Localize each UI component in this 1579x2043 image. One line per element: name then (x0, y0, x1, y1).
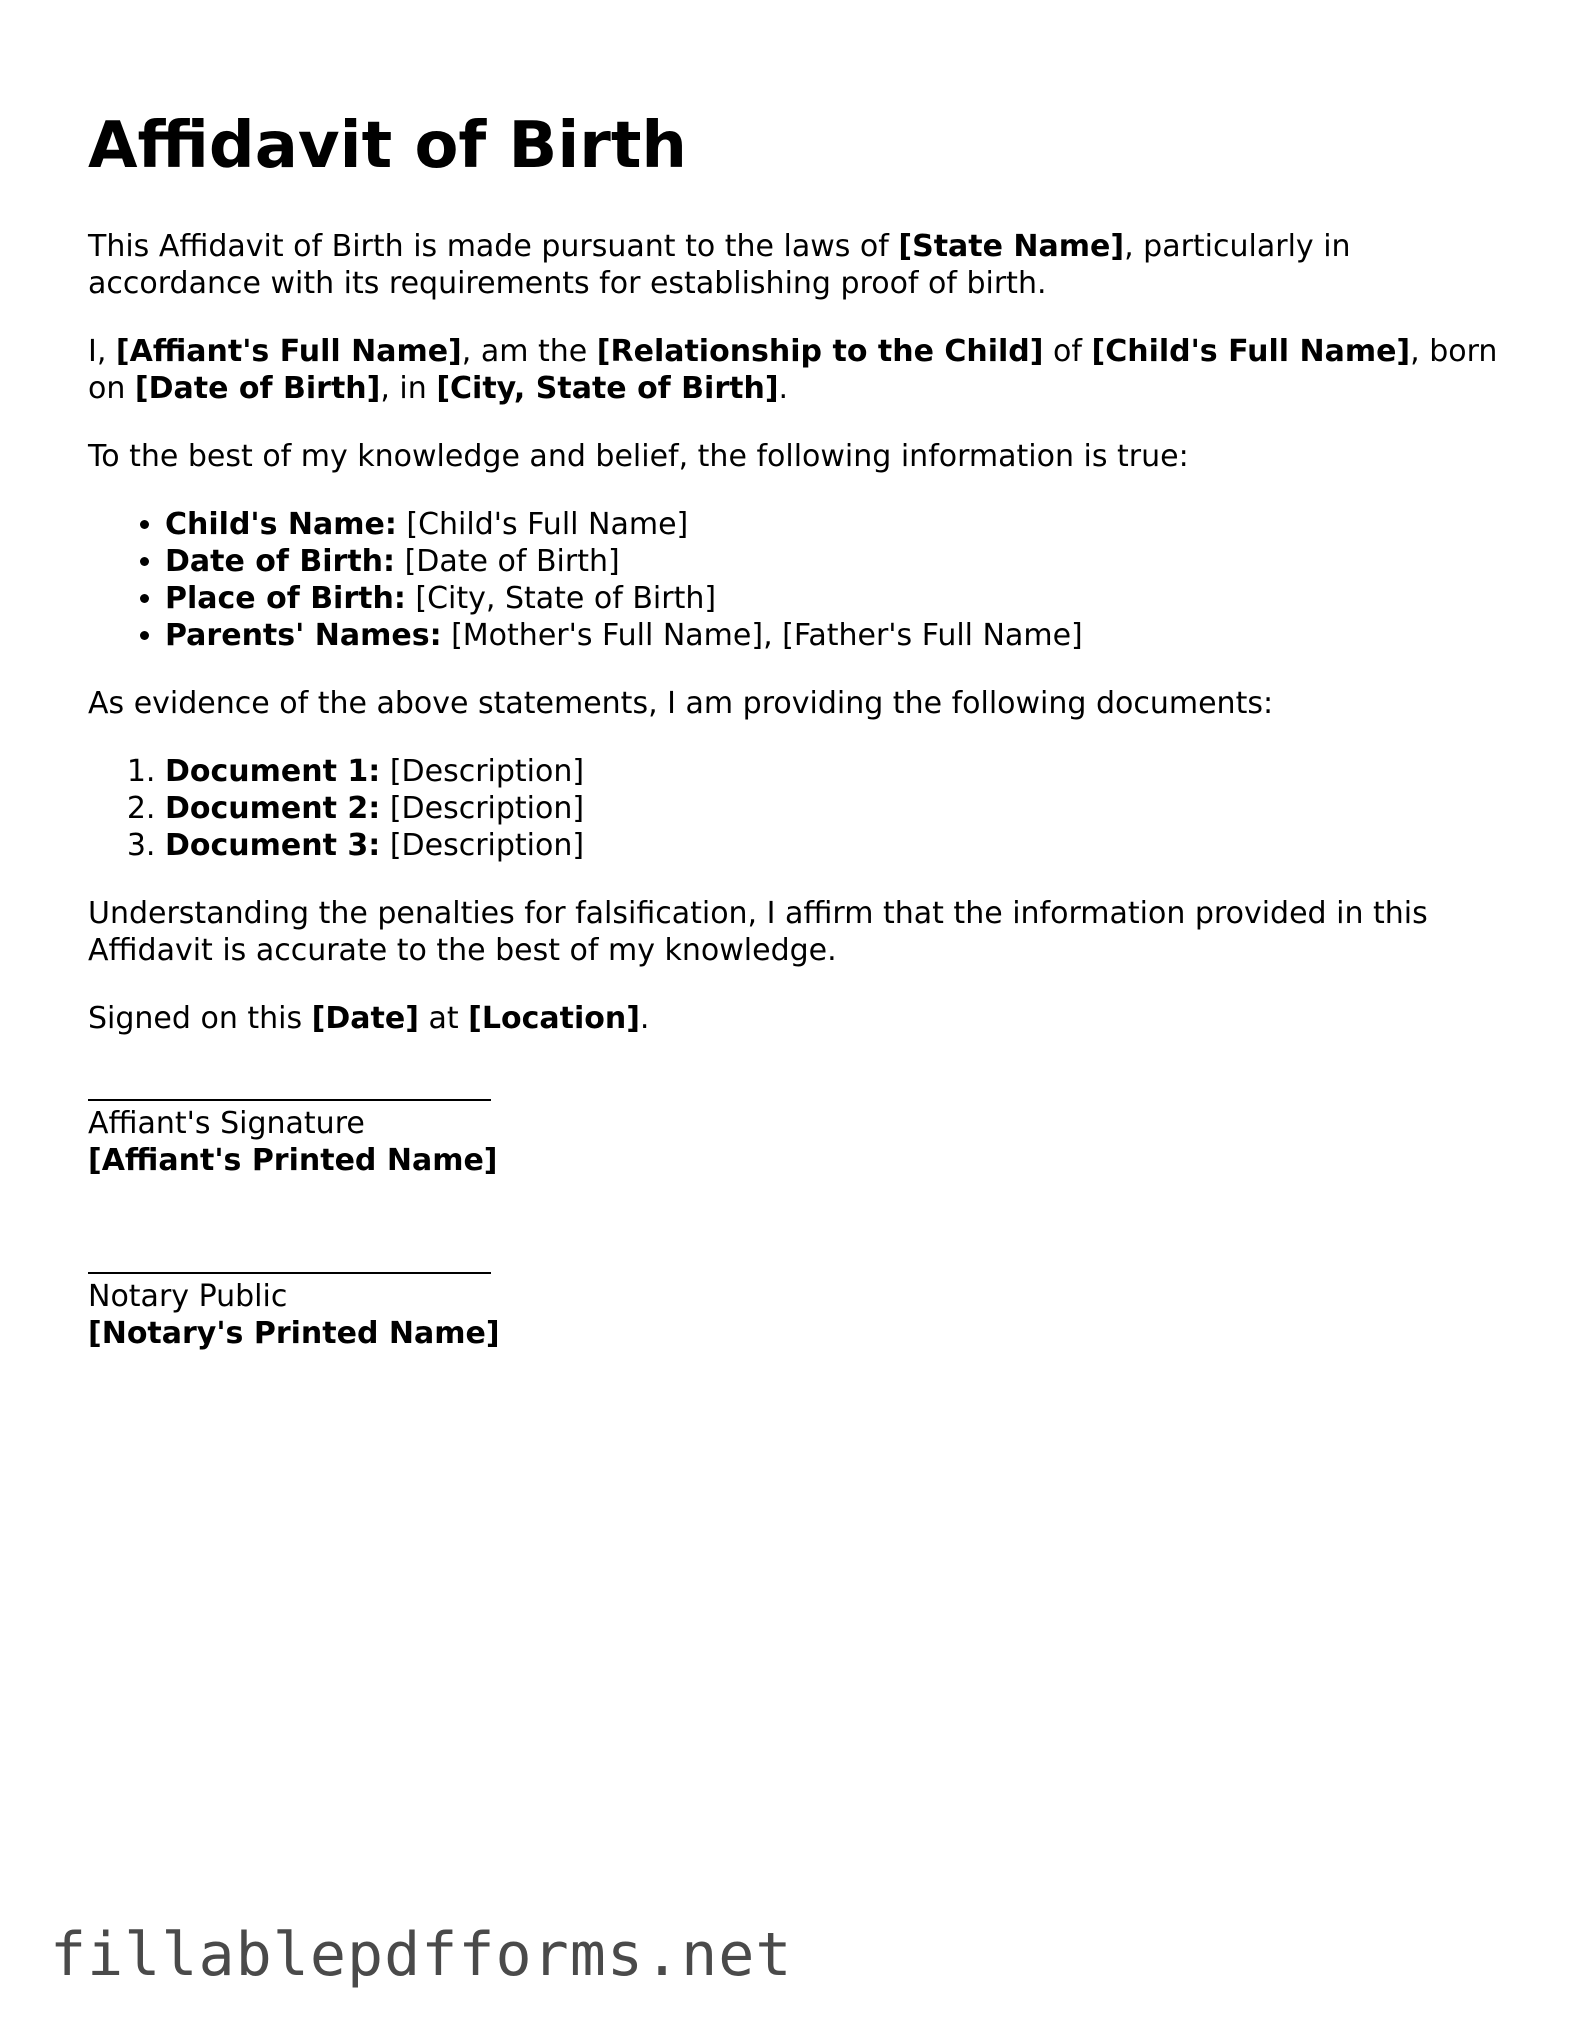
list-item (165, 506, 1508, 543)
affirmation-paragraph: Understanding the penalties for falsification, I affirm that the information provided in this Affidavit is accurate to the best of my knowledge. (88, 896, 1428, 968)
notary-printed-name (88, 1315, 1508, 1352)
document-label: Document 1: (165, 754, 381, 789)
document-title: Affidavit of Birth (88, 109, 687, 183)
statement-text: . (778, 371, 789, 406)
signed-date-field: [Date] (311, 1001, 419, 1036)
affiant-printed-name (88, 1142, 1508, 1179)
statement-paragraph (88, 333, 1508, 407)
watermark: fillablepdfforms.net (50, 1920, 793, 1990)
relationship-field: [Relationship to the Child] (596, 334, 1044, 369)
affiant-signature-caption: Affiant's Signature (88, 1106, 365, 1141)
affiant-signature-line[interactable] (88, 1071, 491, 1101)
evidence-paragraph: As evidence of the above statements, I am providing the following documents: (88, 686, 1274, 721)
document-label: Document 3: (165, 828, 381, 863)
info-label: Parents' Names: (165, 618, 442, 653)
place-of-birth-field: [City, State of Birth] (436, 371, 779, 406)
notary-printed-name-field: [Notary's Printed Name] (88, 1316, 500, 1351)
list-item (165, 543, 1508, 580)
intro-text-end: , particularly in accordance with its requirements for establishing proof of birth. (88, 229, 1351, 301)
list-item (165, 827, 1508, 864)
signed-text: . (639, 1001, 650, 1036)
notary-signature-line[interactable] (88, 1244, 491, 1274)
statement-text: , in (380, 371, 437, 406)
child-name-field: [Child's Full Name] (1091, 334, 1411, 369)
info-label: Place of Birth: (165, 581, 406, 616)
list-item (165, 790, 1508, 827)
statement-text: , am the (461, 334, 597, 369)
signed-location-field: [Location] (468, 1001, 640, 1036)
notary-signature-caption: Notary Public (88, 1279, 288, 1314)
info-label: Child's Name: (165, 507, 397, 542)
date-of-birth-field: [Date of Birth] (134, 371, 381, 406)
signed-text: at (418, 1001, 469, 1036)
document-label: Document 2: (165, 791, 381, 826)
statement-text: , born on (88, 334, 1498, 406)
list-item (165, 617, 1508, 654)
signed-text: Signed on this (88, 1001, 312, 1036)
affiant-name-field: [Affiant's Full Name] (115, 334, 462, 369)
signed-paragraph (88, 1000, 1508, 1037)
list-item (165, 753, 1508, 790)
document-value: [Description] (380, 828, 585, 863)
notary-signature-block (88, 1244, 1508, 1352)
affiant-printed-name-field: [Affiant's Printed Name] (88, 1143, 498, 1178)
info-value: [City, State of Birth] (405, 581, 717, 616)
document-value: [Description] (380, 791, 585, 826)
intro-paragraph (88, 228, 1508, 302)
statement-text: I, (88, 334, 116, 369)
document-value: [Description] (380, 754, 585, 789)
info-value: [Child's Full Name] (396, 507, 689, 542)
info-value: [Mother's Full Name], [Father's Full Name] (441, 618, 1083, 653)
documents-list (88, 753, 1508, 864)
belief-paragraph: To the best of my knowledge and belief, the following information is true: (88, 439, 1189, 474)
document-page (88, 108, 1508, 1352)
intro-text: This Affidavit of Birth is made pursuant to the laws of (88, 229, 899, 264)
statement-text: of (1043, 334, 1092, 369)
affiant-signature-block (88, 1071, 1508, 1179)
list-item (165, 580, 1508, 617)
info-label: Date of Birth: (165, 544, 396, 579)
info-list (88, 506, 1508, 654)
state-name-field: [State Name] (898, 229, 1125, 264)
info-value: [Date of Birth] (395, 544, 620, 579)
